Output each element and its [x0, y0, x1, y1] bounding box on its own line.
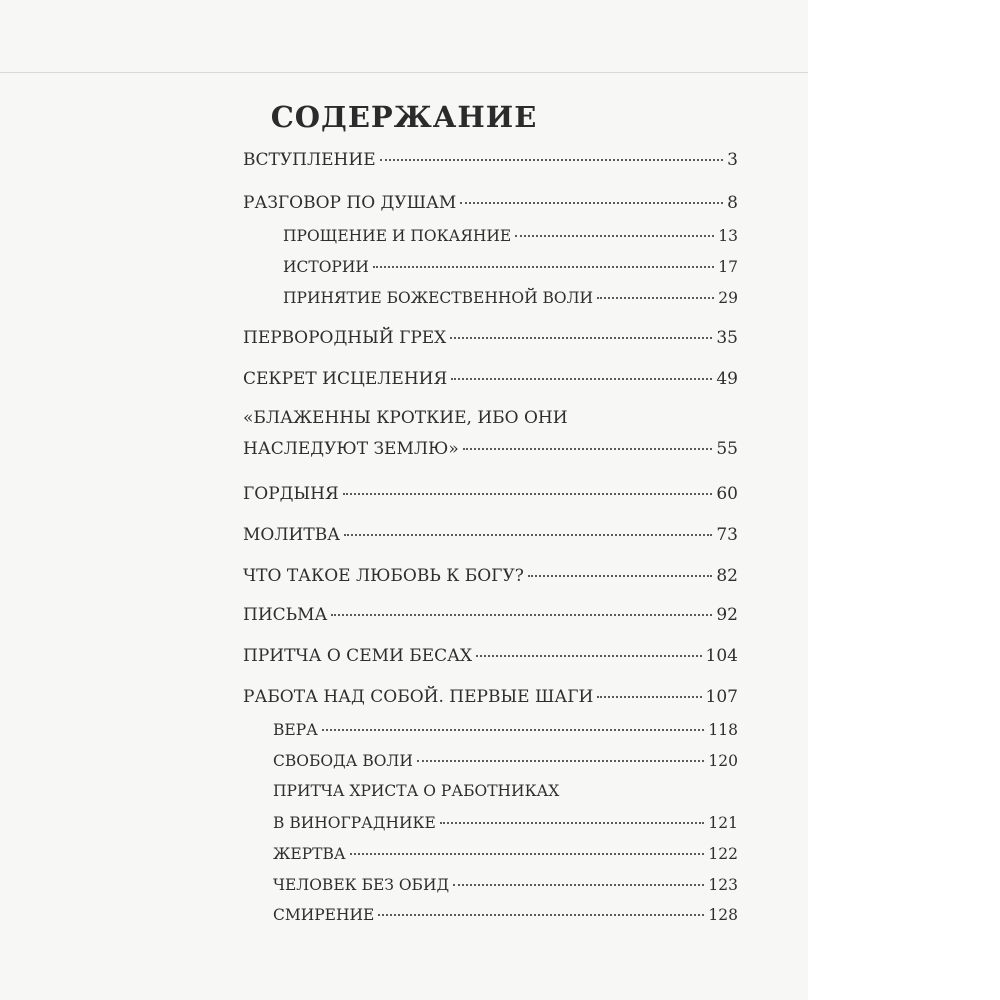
- toc-leader: [450, 337, 712, 339]
- toc-entry-label: ПРИНЯТИЕ БОЖЕСТВЕННОЙ ВОЛИ: [283, 289, 594, 307]
- toc-entry-label: НАСЛЕДУЮТ ЗЕМЛЮ»: [243, 439, 459, 459]
- toc-entry: [243, 193, 738, 213]
- toc-leader: [597, 696, 701, 698]
- toc-entry-label: ЧТО ТАКОЕ ЛЮБОВЬ К БОГУ?: [243, 566, 524, 586]
- toc-entry-label: СЕКРЕТ ИСЦЕЛЕНИЯ: [243, 369, 448, 389]
- toc-subentry: [273, 814, 738, 832]
- toc-leader: [451, 378, 712, 380]
- toc-leader: [350, 853, 705, 855]
- toc-entry-page: 73: [716, 525, 738, 545]
- toc-entry-label: ПРИТЧА ХРИСТА О РАБОТНИКАХ: [273, 782, 560, 800]
- toc-entry-label: В ВИНОГРАДНИКЕ: [273, 814, 436, 832]
- toc-entry-label: РАЗГОВОР ПО ДУШАМ: [243, 193, 457, 213]
- toc-leader: [344, 534, 712, 536]
- toc-entry-label: СМИРЕНИЕ: [273, 906, 375, 924]
- toc-leader: [440, 822, 705, 824]
- toc-entry: [243, 484, 738, 504]
- toc-entry-page: 35: [716, 328, 738, 348]
- toc-entry: [243, 687, 738, 707]
- header-rule: [0, 72, 808, 73]
- toc-entry-page: 55: [716, 439, 738, 459]
- toc-entry-label: ВСТУПЛЕНИЕ: [243, 150, 376, 170]
- toc-entry-page: 123: [708, 876, 738, 894]
- toc-entry-page: 3: [727, 150, 738, 170]
- toc-leader: [373, 266, 714, 268]
- toc-entry: [243, 328, 738, 348]
- toc-entry-label: ИСТОРИИ: [283, 258, 369, 276]
- toc-subentry: [273, 721, 738, 739]
- toc-entry-label: ПЕРВОРОДНЫЙ ГРЕХ: [243, 328, 447, 348]
- toc-leader: [417, 760, 705, 762]
- toc-entry-label: РАБОТА НАД СОБОЙ. ПЕРВЫЕ ШАГИ: [243, 687, 594, 707]
- toc-entry: [243, 369, 738, 389]
- toc-leader: [380, 159, 724, 161]
- toc-leader: [460, 202, 723, 204]
- toc-entry-page: 121: [708, 814, 738, 832]
- toc-leader: [476, 655, 701, 657]
- toc-entry-label: ПРИТЧА О СЕМИ БЕСАХ: [243, 646, 473, 666]
- toc-subentry: [283, 289, 738, 307]
- toc-entry-label: ПИСЬМА: [243, 605, 328, 625]
- toc-entry-page: 104: [705, 646, 738, 666]
- toc-entry: [243, 646, 738, 666]
- toc-subentry: [283, 258, 738, 276]
- toc-entry-page: 13: [718, 227, 738, 245]
- toc-leader: [597, 297, 714, 299]
- toc-leader: [378, 914, 704, 916]
- toc-entry-label: ГОРДЫНЯ: [243, 484, 339, 504]
- toc-leader: [322, 729, 705, 731]
- toc-leader: [515, 235, 714, 237]
- toc-entry: [243, 566, 738, 586]
- toc-entry-label: МОЛИТВА: [243, 525, 341, 545]
- toc-subentry: [273, 876, 738, 894]
- toc-entry-page: 118: [708, 721, 738, 739]
- toc-entry-label: СВОБОДА ВОЛИ: [273, 752, 413, 770]
- toc-entry: [243, 605, 738, 625]
- toc-entry-label: ВЕРА: [273, 721, 318, 739]
- toc-entry-page: 49: [716, 369, 738, 389]
- toc-entry-continued: [243, 408, 738, 428]
- toc-subentry: [273, 906, 738, 924]
- toc-subentry: [283, 227, 738, 245]
- toc-entry-page: 107: [705, 687, 738, 707]
- toc-subentry: [273, 845, 738, 863]
- toc-entry-label: ЧЕЛОВЕК БЕЗ ОБИД: [273, 876, 450, 894]
- toc-entry-page: 120: [708, 752, 738, 770]
- toc-entry-label: ПРОЩЕНИЕ И ПОКАЯНИЕ: [283, 227, 512, 245]
- toc-entry-page: 82: [716, 566, 738, 586]
- toc-subentry-continued: [273, 782, 738, 800]
- toc-entry-page: 17: [718, 258, 738, 276]
- toc-entry-page: 60: [716, 484, 738, 504]
- page-margin: [808, 0, 1000, 1000]
- toc-entry-page: 92: [716, 605, 738, 625]
- toc-entry-label: ЖЕРТВА: [273, 845, 346, 863]
- toc-entry: [243, 150, 738, 170]
- toc-entry-page: 8: [727, 193, 738, 213]
- toc-leader: [463, 448, 713, 450]
- toc-subentry: [273, 752, 738, 770]
- toc-leader: [528, 575, 713, 577]
- toc-leader: [343, 493, 713, 495]
- toc-title: СОДЕРЖАНИЕ: [270, 100, 538, 134]
- toc-entry: [243, 439, 738, 459]
- toc-entry-label: «БЛАЖЕННЫ КРОТКИЕ, ИБО ОНИ: [243, 408, 568, 428]
- toc-entry-page: 29: [718, 289, 738, 307]
- toc-entry-page: 122: [708, 845, 738, 863]
- toc-leader: [331, 614, 712, 616]
- toc-entry-page: 128: [708, 906, 738, 924]
- toc-leader: [453, 884, 704, 886]
- toc-entry: [243, 525, 738, 545]
